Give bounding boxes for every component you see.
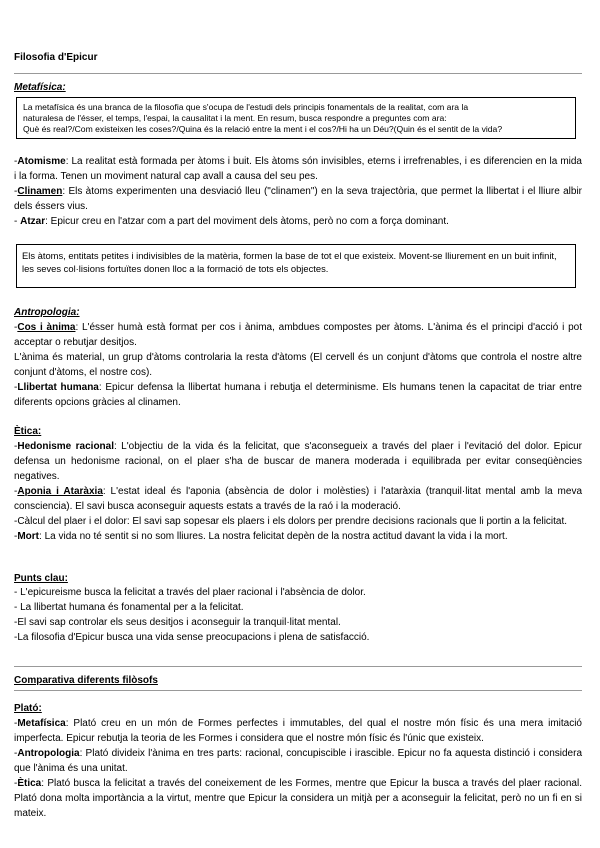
list-item: -Mort: La vida no té sentit si no som lliures. La nostra felicitat depèn de la nostra actitud davant la vida i la mort. [14,531,508,542]
list-item: -El savi sap controlar els seus desitjos i aconseguir la tranquil·litat mental. [14,617,341,628]
section-heading-antropologia: Antropologia: [14,307,80,318]
section-heading-plato: Plató: [14,703,42,714]
term-atomisme: Atomisme [17,156,66,167]
list-item: -Antropologia: Plató divideix l'ànima en tres parts: racional, concupiscible i irascible. Epicur no fa aquesta distinció i considera que l'ànima és una unitat. [14,748,582,774]
document-title: Filosofia d'Epicur [14,52,98,63]
term-plato-metafisica: Metafísica [17,718,66,729]
section-heading-punts-clau: Punts clau: [14,573,68,584]
list-item: -Atomisme: La realitat està formada per àtoms i buit. Els àtoms són invisibles, eterns i irrefrenables, i es diferencien en la mida i la forma. Tenen un moviment natural cap avall a causa del seu pes. [14,156,582,182]
term-plato-etica: Ètica [17,778,42,789]
list-item: -Càlcul del plaer i el dolor: El savi sap sopesar els plaers i els dolors per prendre decisions racionals que li portin a la felicitat. [14,516,568,527]
list-item: -La filosofia d'Epicur busca una vida sense preocupacions i plena de satisfacció. [14,632,370,643]
term-aponia-ataraxia: Aponia i Ataràxia [17,486,103,497]
etica-items [14,439,582,544]
plato-items [14,716,582,821]
term-cos-anima: Cos i ànima [17,322,76,333]
list-item: -Hedonisme racional: L'objectiu de la vida és la felicitat, que s'aconsegueix a través del plaer i l'evitació del dolor. Epicur defensa un hedonisme racional, on el plaer s'ha de buscar de manera moderada i equilibrada per evitar conseqüències negatives. [14,441,582,482]
list-item: -Cos i ànima: L'ésser humà està format per cos i ànima, ambdues compostes per àtoms. L'ànima és el principi d'acció i pot acceptar o rebutjar desitjos. [14,322,582,348]
section-heading-etica: Ètica: [14,426,42,437]
divider [14,666,582,667]
list-item: -Clinamen: Els àtoms experimenten una desviació lleu ("clinamen") en la seva trajectòria, que permet la llibertat i el lliure albir dels éssers vius. [14,186,582,212]
term-llibertat: Llibertat humana [17,382,99,393]
divider [14,690,582,691]
list-item: -Aponia i Ataràxia: L'estat ideal és l'aponia (absència de dolor i molèsties) i l'ataràxia (tranquil·litat mental amb la meva consciencia). El savi busca aconseguir aquests estats a través de la raó i la moderació. [14,486,583,512]
term-plato-antropologia: Antropologia [17,748,80,759]
term-mort: Mort [17,531,40,542]
list-item: L'ànima és material, un grup d'àtoms controlaria la resta d'àtoms (El cervell és un conjunt d'àtoms que controla el nostre altre conjunt d'àtoms, el nostre cos). [14,352,582,378]
intro-line: La metafísica és una branca de la filosofia que s'ocupa de l'estudi dels principis fonamentals de la realitat, com ara la [23,102,469,112]
list-item: - La llibertat humana és fonamental per a la felicitat. [14,602,244,613]
metafisica-intro-box [16,97,576,139]
list-item: -Ètica: Plató busca la felicitat a través del coneixement de les Formes, mentre que Epicur la busca a través del plaer racional. Plató dona molta importància a la virtut, mentre que Epicur la considera un mitjà per a aconseguir la felicitat, però no un fi en si mateix. [14,778,582,819]
intro-line: naturalesa de l'ésser, el temps, l'espai, la causalitat i la ment. En resum, busca respondre a preguntes com ara: [23,113,447,123]
list-item: - L'epicureisme busca la felicitat a través del plaer racional i l'absència de dolor. [14,587,366,598]
divider [14,73,582,74]
term-atzar: Atzar [20,216,46,227]
term-clinamen: Clinamen [17,186,63,197]
list-item: -Metafísica: Plató creu en un món de Formes perfectes i immutables, del qual el nostre món físic és una mera imitació imperfecta. Epicur rebutja la teoria de les Formes i considera que el nostre món físic és l'únic que existeix. [14,718,582,744]
antropologia-items [14,320,582,410]
atoms-summary-box: Els àtoms, entitats petites i indivisibles de la matèria, formen la base de tot el que existeix. Movent-se lliurement en un buit infinit, les seves col·lisions fortuïtes donen lloc a la formació de tots els objectes. [16,244,576,288]
list-item: - Atzar: Epicur creu en l'atzar com a part del moviment dels àtoms, però no com a força dominant. [14,216,449,227]
punts-clau-list [14,585,582,645]
list-item: -Llibertat humana: Epicur defensa la llibertat humana i rebutja el determinisme. Els humans tenen la capacitat de triar entre diferents opcions gràcies al clinamen. [14,382,582,408]
term-hedonisme: Hedonisme racional [17,441,114,452]
metafisica-items [14,154,582,229]
section-heading-comparativa: Comparativa diferents filòsofs [14,675,158,686]
section-heading-metafisica: Metafísica: [14,82,66,93]
intro-line: Què és real?/Com existeixen les coses?/Quina és la relació entre la ment i el cos?/Hi ha un Déu?(Quin és el sentit de la vida? [23,124,503,134]
